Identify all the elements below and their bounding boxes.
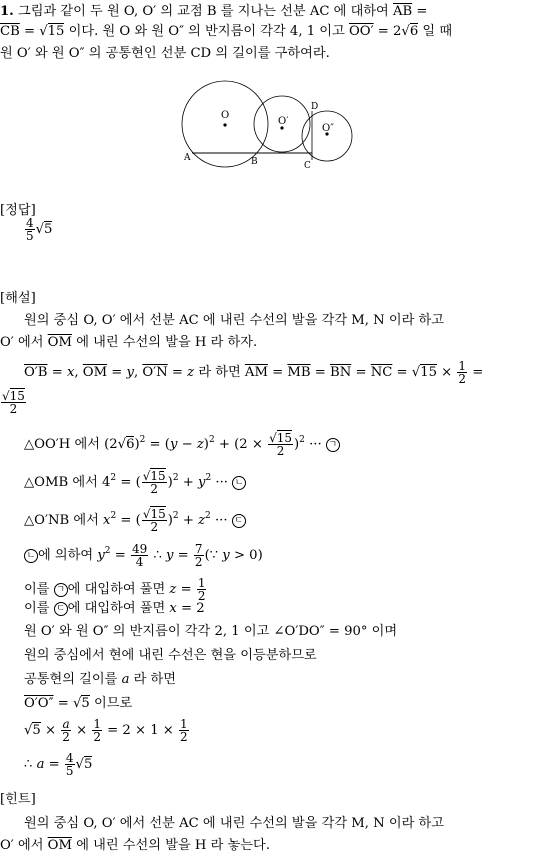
label-b: B [251, 157, 258, 167]
solution-line-6: △OMB 에서 $4^2$ = ( $\frac{√15}{2}$ )$^2 + y^2$ ··· ㄴ [24, 470, 246, 495]
problem-line-3: 원 O′ 와 원 O″ 의 공통현인 선분 CD 의 길이를 구하여라. [0, 46, 330, 61]
solution-line-1: 원의 중심 O, O′ 에서 선분 AC 에 내린 수선의 발을 각각 M, N 이라 하고 [24, 313, 445, 328]
label-o: O [221, 110, 230, 121]
solution-line-8: ㄴ 에 의하여 $y^2$ = $\frac{49}{4}$ ∴ y = $\frac{7}{2}$ (∵ y > 0) [24, 543, 263, 568]
hint-line-2: O′ 에서 $\overline{OM}$ 에 내린 수선의 발을 H 라 놓는다. [0, 838, 270, 853]
answer-value: $\frac{4}{5}$ √5 [26, 216, 53, 243]
label-o-double-prime: O″ [322, 123, 334, 134]
problem-line-1: 1. 그림과 같이 두 원 O, O′ 의 교점 B 를 지나는 선분 AC 에 대하여 $\overline{AB}$ = [0, 4, 428, 19]
solution-line-10: 이를 ㄷ 에 대입하여 풀면 x = 2 [24, 601, 205, 616]
solution-line-16: ∴ a = $\frac{4}{5}$ √5 [24, 751, 93, 778]
solution-line-4: $\frac{√15}{2}$ [2, 389, 25, 416]
solution-line-9: 이를 ㄱ 에 대입하여 풀면 z = $\frac{1}{2}$ [24, 576, 206, 603]
solution-line-3: O′B = x, $\overline{OM} = y$, O′N = z 라 하면 $\overline{AM} = \overline{MB} = \overline{BN} = \overline{NC} = √15$ × $\frac{1}{2}$ = [24, 359, 484, 386]
solution-header: [해설] [0, 291, 36, 306]
hint-line-1: 원의 중심 O, O′ 에서 선분 AC 에 내린 수선의 발을 각각 M, N 이라 하고 [24, 816, 445, 831]
hint-header: [힌트] [0, 792, 36, 807]
label-o-prime: O′ [278, 116, 289, 127]
solution-line-2: O′ 에서 $\overline{OM}$ 에 내린 수선의 발을 H 라 하자. [0, 335, 258, 350]
solution-line-13: 공통현의 길이를 a 라 하면 [24, 672, 177, 687]
solution-line-5: △OO′H 에서 $(2√6)^2 = (y - z)^2 + (2$ × $\frac{√15}{2}$ )$^2$ ··· ㄱ [24, 432, 340, 457]
solution-line-12: 원의 중심에서 현에 내린 수선은 현을 이등분하므로 [24, 648, 317, 663]
solution-line-15: √5 × $\frac{a}{2}$ × $\frac{1}{2}$ = 2 × 1 × $\frac{1}{2}$ [24, 717, 188, 744]
label-c: C [304, 161, 311, 171]
solution-line-14: O′O″ = √5 이므로 [24, 696, 133, 711]
center-o-dot [223, 123, 226, 126]
solution-line-11: 원 O′ 와 원 O″ 의 반지름이 각각 2, 1 이고 ∠O′DO″ = 90° 이며 [24, 624, 398, 639]
label-a: A [184, 153, 191, 163]
answer-header: [정답] [0, 203, 36, 218]
circles-figure [0, 74, 534, 174]
problem-line-2: $\overline{CB} = √15$ 이다. 원 O 와 원 O″ 의 반지름이 각각 4, 1 이고 OO′ = 2√6 일 때 [0, 24, 453, 39]
solution-line-7: △O′NB 에서 $x^2$ = ( $\frac{√15}{2}$ )$^2 + z^2$ ··· ㄷ [24, 508, 246, 533]
problem-number: 1. [0, 4, 14, 19]
label-d: D [311, 102, 319, 112]
